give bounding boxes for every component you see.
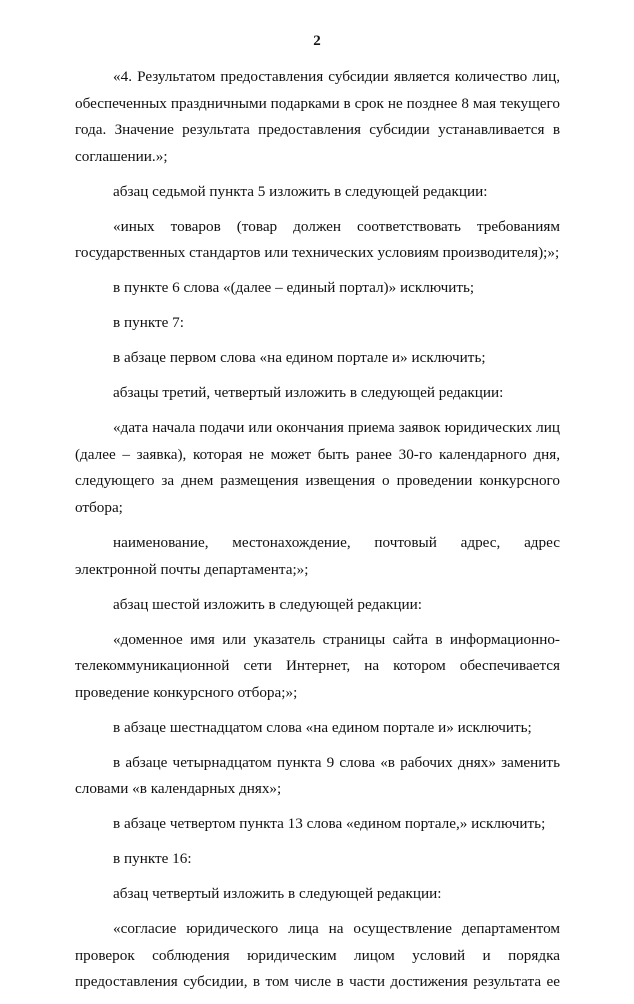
paragraph: в абзаце первом слова «на едином портале и» исключить; [113,349,486,367]
paragraph: в пункте 6 слова «(далее – единый портал)» исключить; [113,279,475,297]
document-body [75,64,560,1004]
paragraph: «4. Результатом предоставления субсидии является количество лиц, обеспеченных праздничными подарками в срок не позднее 8 мая текущего года. Значение результата предоставления субсидии устанавливается в соглашении.»; [75,68,560,165]
paragraph: абзац шестой изложить в следующей редакции: [113,595,422,613]
page-number: 2 [313,33,321,49]
paragraph: абзац седьмой пункта 5 изложить в следующей редакции: [113,182,488,200]
paragraph: «дата начала подачи или окончания приема заявок юридических лиц (далее – заявка), которая не может быть ранее 30-го календарного дня, следующего за днем размещения извещения о проведении конкурсного отбора; [75,419,560,517]
paragraph: в абзаце четвертом пункта 13 слова «едином портале,» исключить; [113,815,546,833]
paragraph: «согласие юридического лица на осуществление департаментом проверок соблюдения юридическим лицом условий и порядка предоставления субсидии, в том числе в части достижения результата ее [75,920,560,991]
paragraph: в пункте 16: [113,850,192,868]
paragraph: «доменное имя или указатель страницы сайта в информационно-телекоммуникационной сети Интернет, на котором обеспечивается проведение конкурсного отбора;»; [75,630,560,701]
paragraph: абзацы третий, четвертый изложить в следующей редакции: [113,384,504,402]
paragraph: в абзаце четырнадцатом пункта 9 слова «в рабочих днях» заменить словами «в календарных днях»; [75,753,560,798]
paragraph: наименование, местонахождение, почтовый адрес, адрес электронной почты департамента;»; [75,534,560,578]
paragraph: в абзаце шестнадцатом слова «на едином портале и» исключить; [113,718,532,736]
paragraph: абзац четвертый изложить в следующей редакции: [113,885,442,903]
paragraph: «иных товаров (товар должен соответствовать требованиям государственных стандартов или технических условиям производителя);»; [75,217,560,262]
paragraph: в пункте 7: [113,314,184,332]
